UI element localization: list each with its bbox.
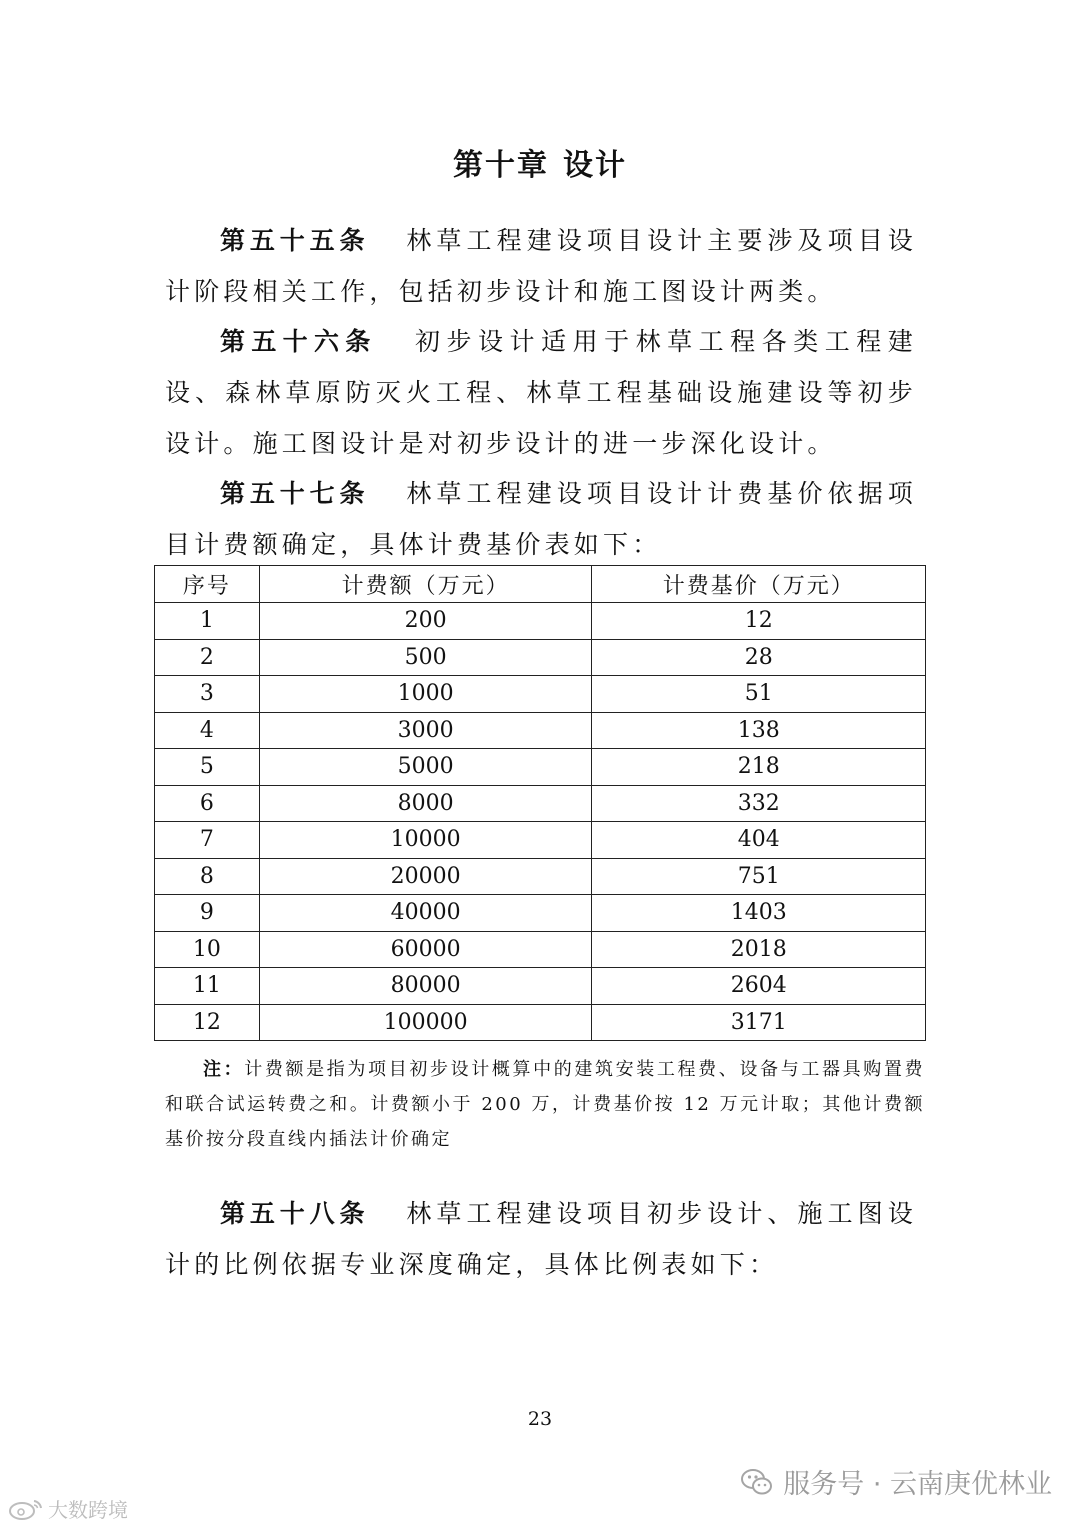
chapter-name: 设计: [563, 148, 627, 183]
weibo-watermark: [8, 1494, 128, 1523]
article-text: 林草工程建设项目设计计费基价依据项目计费额确定，具体计费基价表如下：: [165, 479, 917, 559]
table-row: [155, 676, 926, 713]
fee-amount-cell: 200: [259, 603, 592, 640]
fee-base-cell: 28: [592, 639, 926, 676]
fee-base-cell: 12: [592, 603, 926, 640]
row-index-cell: 8: [155, 858, 260, 895]
fee-base-table: [154, 565, 926, 1041]
article-number: 第五十六条: [220, 327, 377, 356]
table-row: [155, 858, 926, 895]
column-header: 计费基价（万元）: [592, 566, 926, 603]
article-number: 第五十七条: [220, 479, 370, 508]
weibo-icon: [8, 1497, 44, 1521]
chapter-title: [0, 140, 1080, 184]
fee-amount-cell: 20000: [259, 858, 592, 895]
page-number: 23: [527, 1408, 553, 1430]
table-row: [155, 895, 926, 932]
fee-amount-cell: 80000: [259, 968, 592, 1005]
column-header: 计费额（万元）: [259, 566, 592, 603]
row-index-cell: 2: [155, 639, 260, 676]
table-row: [155, 931, 926, 968]
table-row: [155, 785, 926, 822]
fee-base-cell: 2604: [592, 968, 926, 1005]
note-text: 计费额是指为项目初步设计概算中的建筑安装工程费、设备与工器具购置费和联合试运转费之和。计费额小于 200 万，计费基价按 12 万元计取；其他计费额基价按分段直线内插法计价确定: [165, 1059, 925, 1150]
row-index-cell: 5: [155, 749, 260, 786]
fee-amount-cell: 100000: [259, 1004, 592, 1041]
table-note: [165, 1052, 925, 1157]
fee-amount-cell: 8000: [259, 785, 592, 822]
note-label: 注：: [203, 1059, 245, 1080]
table-row: [155, 1004, 926, 1041]
article-text: 林草工程建设项目设计主要涉及项目设计阶段相关工作，包括初步设计和施工图设计两类。: [165, 226, 917, 306]
row-index-cell: 1: [155, 603, 260, 640]
fee-amount-cell: 1000: [259, 676, 592, 713]
fee-base-cell: 751: [592, 858, 926, 895]
row-index-cell: 9: [155, 895, 260, 932]
fee-base-cell: 138: [592, 712, 926, 749]
column-header: 序号: [155, 566, 260, 603]
article-text: 初步设计适用于林草工程各类工程建设、森林草原防灭火工程、林草工程基础设施建设等初步设计。施工图设计是对初步设计的进一步深化设计。: [165, 327, 917, 458]
fee-amount-cell: 60000: [259, 931, 592, 968]
fee-base-cell: 218: [592, 749, 926, 786]
wechat-icon: [741, 1467, 773, 1497]
table-row: [155, 639, 926, 676]
table-row: [155, 749, 926, 786]
weibo-account-name: 大数跨境: [48, 1498, 128, 1522]
row-index-cell: 4: [155, 712, 260, 749]
table-row: [155, 712, 926, 749]
row-index-cell: 11: [155, 968, 260, 1005]
article-number: 第五十五条: [220, 226, 370, 255]
fee-base-cell: 404: [592, 822, 926, 859]
row-index-cell: 12: [155, 1004, 260, 1041]
article-number: 第五十八条: [220, 1199, 370, 1228]
wechat-account-name: 服务号 · 云南庚优林业: [783, 1469, 1052, 1500]
article-58: [165, 1188, 917, 1290]
article-57: [165, 468, 917, 570]
fee-amount-cell: 40000: [259, 895, 592, 932]
article-55: [165, 215, 917, 317]
fee-base-cell: 3171: [592, 1004, 926, 1041]
wechat-watermark: [741, 1462, 1052, 1501]
fee-base-cell: 51: [592, 676, 926, 713]
row-index-cell: 3: [155, 676, 260, 713]
fee-amount-cell: 10000: [259, 822, 592, 859]
fee-amount-cell: 3000: [259, 712, 592, 749]
row-index-cell: 6: [155, 785, 260, 822]
fee-amount-cell: 5000: [259, 749, 592, 786]
article-56: [165, 316, 917, 469]
chapter-number: 第十章: [453, 148, 549, 183]
article-text: 林草工程建设项目初步设计、施工图设计的比例依据专业深度确定，具体比例表如下：: [165, 1199, 917, 1279]
table-row: [155, 603, 926, 640]
fee-base-cell: 2018: [592, 931, 926, 968]
fee-base-cell: 332: [592, 785, 926, 822]
fee-base-cell: 1403: [592, 895, 926, 932]
table-header-row: [155, 566, 926, 603]
fee-amount-cell: 500: [259, 639, 592, 676]
row-index-cell: 10: [155, 931, 260, 968]
table-row: [155, 822, 926, 859]
row-index-cell: 7: [155, 822, 260, 859]
table-row: [155, 968, 926, 1005]
